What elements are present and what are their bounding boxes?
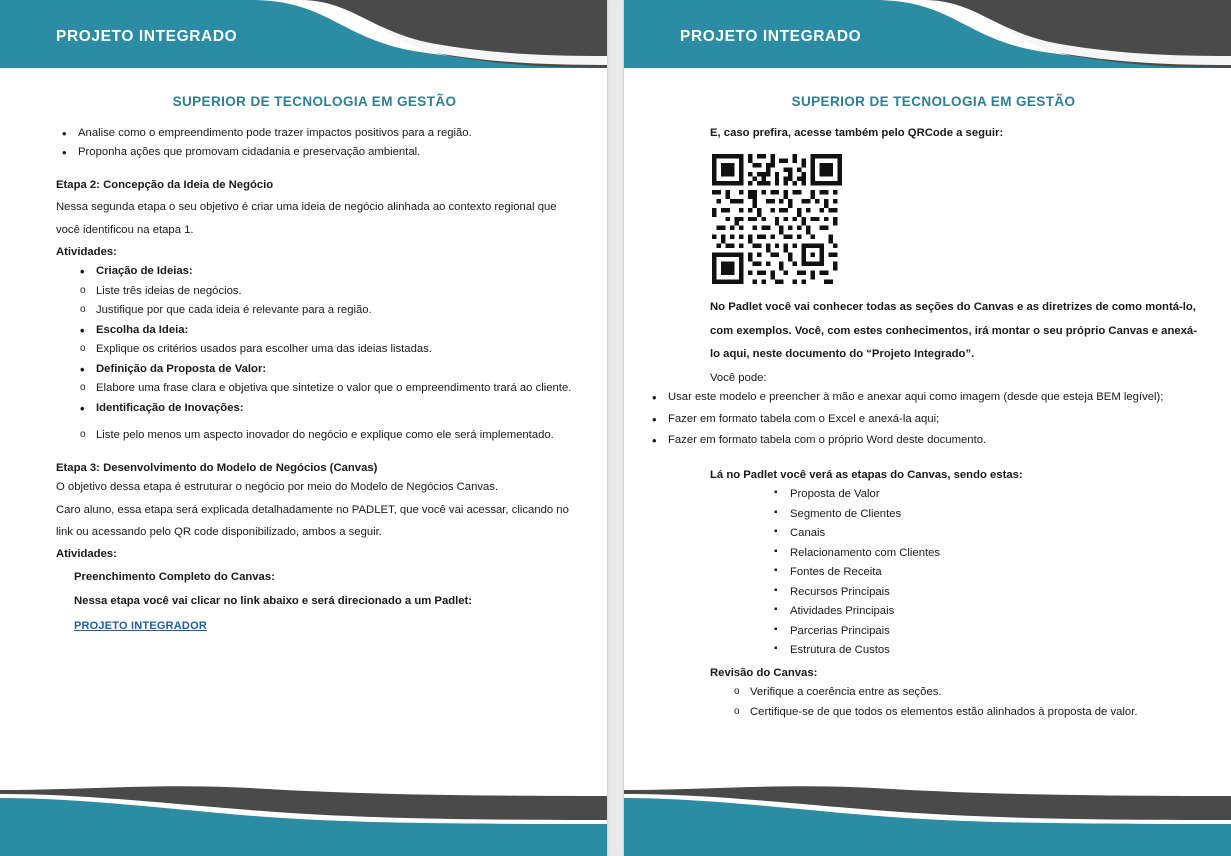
- list-item: o Liste pelo menos um aspecto inovador do negócio e explique como ele será implementado.: [74, 427, 573, 445]
- list-item: • Definição da Proposta de Valor:: [74, 361, 573, 379]
- qr-intro-text: E, caso prefira, acesse também pelo QRCode a seguir:: [710, 126, 1004, 139]
- list-item: ▪ Canais: [768, 525, 1197, 543]
- list-item: • Identificação de Inovações:: [74, 400, 573, 418]
- padlet-description: No Padlet você vai conhecer todas as seções do Canvas e as diretrizes de como montá-lo, com exemplos. Você, com estes conhecimentos, irá montar o seu próprio Canvas e anexá-lo aqui, neste documento do “Projeto Integrado”.: [710, 301, 1197, 360]
- list-item: • Fazer em formato tabela com o Excel e anexá-la aqui;: [646, 411, 1197, 429]
- list-item: o Verifique a coerência entre as seções.: [728, 684, 1197, 702]
- course-title: SUPERIOR DE TECNOLOGIA EM GESTÃO: [791, 94, 1076, 109]
- options-list: [646, 389, 1197, 450]
- canvas-review-label: Revisão do Canvas:: [710, 666, 818, 679]
- document-page-right: [624, 0, 1231, 856]
- list-item: o Certifique-se de que todos os elementos estão alinhados à proposta de valor.: [728, 704, 1197, 722]
- footer-graphic: [0, 784, 607, 856]
- canvas-stages-label: Lá no Padlet você verá as etapas do Canvas, sendo estas:: [710, 468, 1023, 481]
- page-header-banner-left: [0, 0, 607, 76]
- canvas-stages-list: [768, 486, 1197, 660]
- stage2-activities-label: Atividades:: [56, 245, 117, 258]
- stage3-activities-label: Atividades:: [56, 547, 117, 560]
- footer-graphic: [624, 784, 1231, 856]
- stage3-line2: Caro aluno, essa etapa será explicada detalhadamente no PADLET, que você vai acessar, clicando no link ou acessando pelo QR code disponibilizado, ambos a seguir.: [56, 503, 569, 539]
- page-body-right: [624, 76, 1231, 784]
- you-can-label: Você pode:: [710, 371, 767, 384]
- list-item: • Proponha ações que promovam cidadania e preservação ambiental.: [56, 144, 573, 162]
- qr-code-image: [712, 154, 1197, 284]
- list-item: o Justifique por que cada ideia é relevante para a região.: [74, 302, 573, 320]
- list-item: ▪ Proposta de Valor: [768, 486, 1197, 504]
- list-item: o Explique os critérios usados para escolher uma das ideias listadas.: [74, 341, 573, 359]
- canvas-review-list: [728, 684, 1197, 721]
- stage2-intro: Nessa segunda etapa o seu objetivo é criar uma ideia de negócio alinhada ao contexto regional que você identificou na etapa 1.: [56, 201, 557, 237]
- padlet-link[interactable]: PROJETO INTEGRADOR: [74, 620, 207, 633]
- list-item: ▪ Estrutura de Custos: [768, 642, 1197, 660]
- list-item: • Escolha da Ideia:: [74, 322, 573, 340]
- page-footer-banner-right: [624, 784, 1231, 856]
- list-item: • Usar este modelo e preencher à mão e anexar aqui como imagem (desde que esteja BEM legível);: [646, 389, 1197, 407]
- page-footer-banner-left: [0, 784, 607, 856]
- qr-code-glyph: [712, 154, 842, 284]
- list-item: ▪ Fontes de Receita: [768, 564, 1197, 582]
- list-item: • Criação de Ideias:: [74, 263, 573, 281]
- list-item: ▪ Atividades Principais: [768, 603, 1197, 621]
- list-item: o Liste três ideias de negócios.: [74, 283, 573, 301]
- stage2-activity-list: [74, 263, 573, 445]
- page-header-banner-right: [624, 0, 1231, 76]
- list-item: ▪ Relacionamento com Clientes: [768, 545, 1197, 563]
- stage3-heading: Etapa 3: Desenvolvimento do Modelo de Negócios (Canvas): [56, 461, 378, 474]
- stage3-subheading-1: Preenchimento Completo do Canvas:: [74, 571, 275, 584]
- list-item: ▪ Recursos Principais: [768, 584, 1197, 602]
- top-bullet-list: [56, 125, 573, 162]
- course-title: SUPERIOR DE TECNOLOGIA EM GESTÃO: [172, 94, 457, 109]
- page-gutter: [607, 0, 624, 856]
- list-item: ▪ Parcerias Principais: [768, 623, 1197, 641]
- list-item: ▪ Segmento de Clientes: [768, 506, 1197, 524]
- document-page-left: [0, 0, 607, 856]
- page-body-left: [0, 76, 607, 784]
- banner-title: PROJETO INTEGRADO: [680, 28, 862, 45]
- list-item: o Elabore uma frase clara e objetiva que sintetize o valor que o empreendimento trará ao cliente.: [74, 380, 573, 398]
- list-item: • Fazer em formato tabela com o próprio Word deste documento.: [646, 432, 1197, 450]
- list-item: • Analise como o empreendimento pode trazer impactos positivos para a região.: [56, 125, 573, 143]
- stage3-subheading-2: Nessa etapa você vai clicar no link abaixo e será direcionado a um Padlet:: [74, 594, 473, 607]
- banner-title: PROJETO INTEGRADO: [56, 28, 238, 45]
- stage3-line1: O objetivo dessa etapa é estruturar o negócio por meio do Modelo de Negócios Canvas.: [56, 481, 499, 494]
- stage2-heading: Etapa 2: Concepção da Ideia de Negócio: [56, 178, 274, 191]
